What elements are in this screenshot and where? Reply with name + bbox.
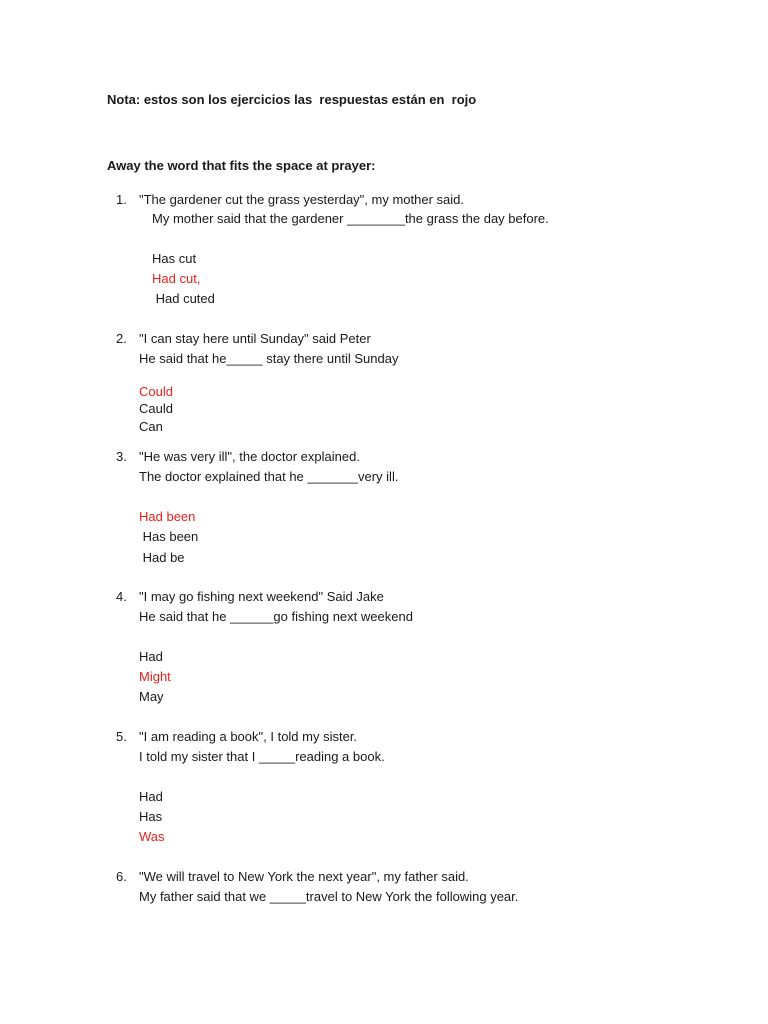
question-number: 4. [116,589,127,604]
question-prompt: "The gardener cut the grass yesterday", my mother said. [139,192,464,207]
instruction-heading: Away the word that fits the space at prayer: [107,158,376,173]
option: Has cut [152,251,197,266]
option: Has been [139,529,199,544]
question-sentence: I told my sister that I _____reading a book. [139,749,385,764]
question-number: 6. [116,869,127,884]
option: Can [139,419,163,434]
correct-option: Could [139,384,173,399]
option: Cauld [139,401,173,416]
question-prompt: "I can stay here until Sunday" said Peter [139,331,371,346]
question-sentence: My father said that we _____travel to New York the following year. [139,889,519,904]
question-prompt: "I may go fishing next weekend" Said Jake [139,589,384,604]
note-heading: Nota: estos son los ejercicios las respuestas están en rojo [107,92,477,107]
option: Had [139,789,163,804]
question-prompt: "I am reading a book", I told my sister. [139,729,358,744]
question-sentence: He said that he_____ stay there until Sunday [139,351,399,366]
correct-option: Had been [139,509,196,524]
question-sentence: He said that he ______go fishing next weekend [139,609,413,624]
correct-option: Was [139,829,165,844]
question-prompt: "He was very ill", the doctor explained. [139,449,360,464]
option: Has [139,809,163,824]
correct-option: Might [139,669,171,684]
option: Had cuted [152,291,215,306]
question-prompt: "We will travel to New York the next year", my father said. [139,869,469,884]
correct-option: Had cut, [152,271,201,286]
option: Had be [139,550,185,565]
option: Had [139,649,163,664]
question-sentence: The doctor explained that he _______very ill. [139,469,399,484]
question-number: 2. [116,331,127,346]
question-number: 5. [116,729,127,744]
option: May [139,689,164,704]
question-number: 3. [116,449,127,464]
question-number: 1. [116,192,127,207]
question-sentence: My mother said that the gardener ________the grass the day before. [152,211,549,226]
